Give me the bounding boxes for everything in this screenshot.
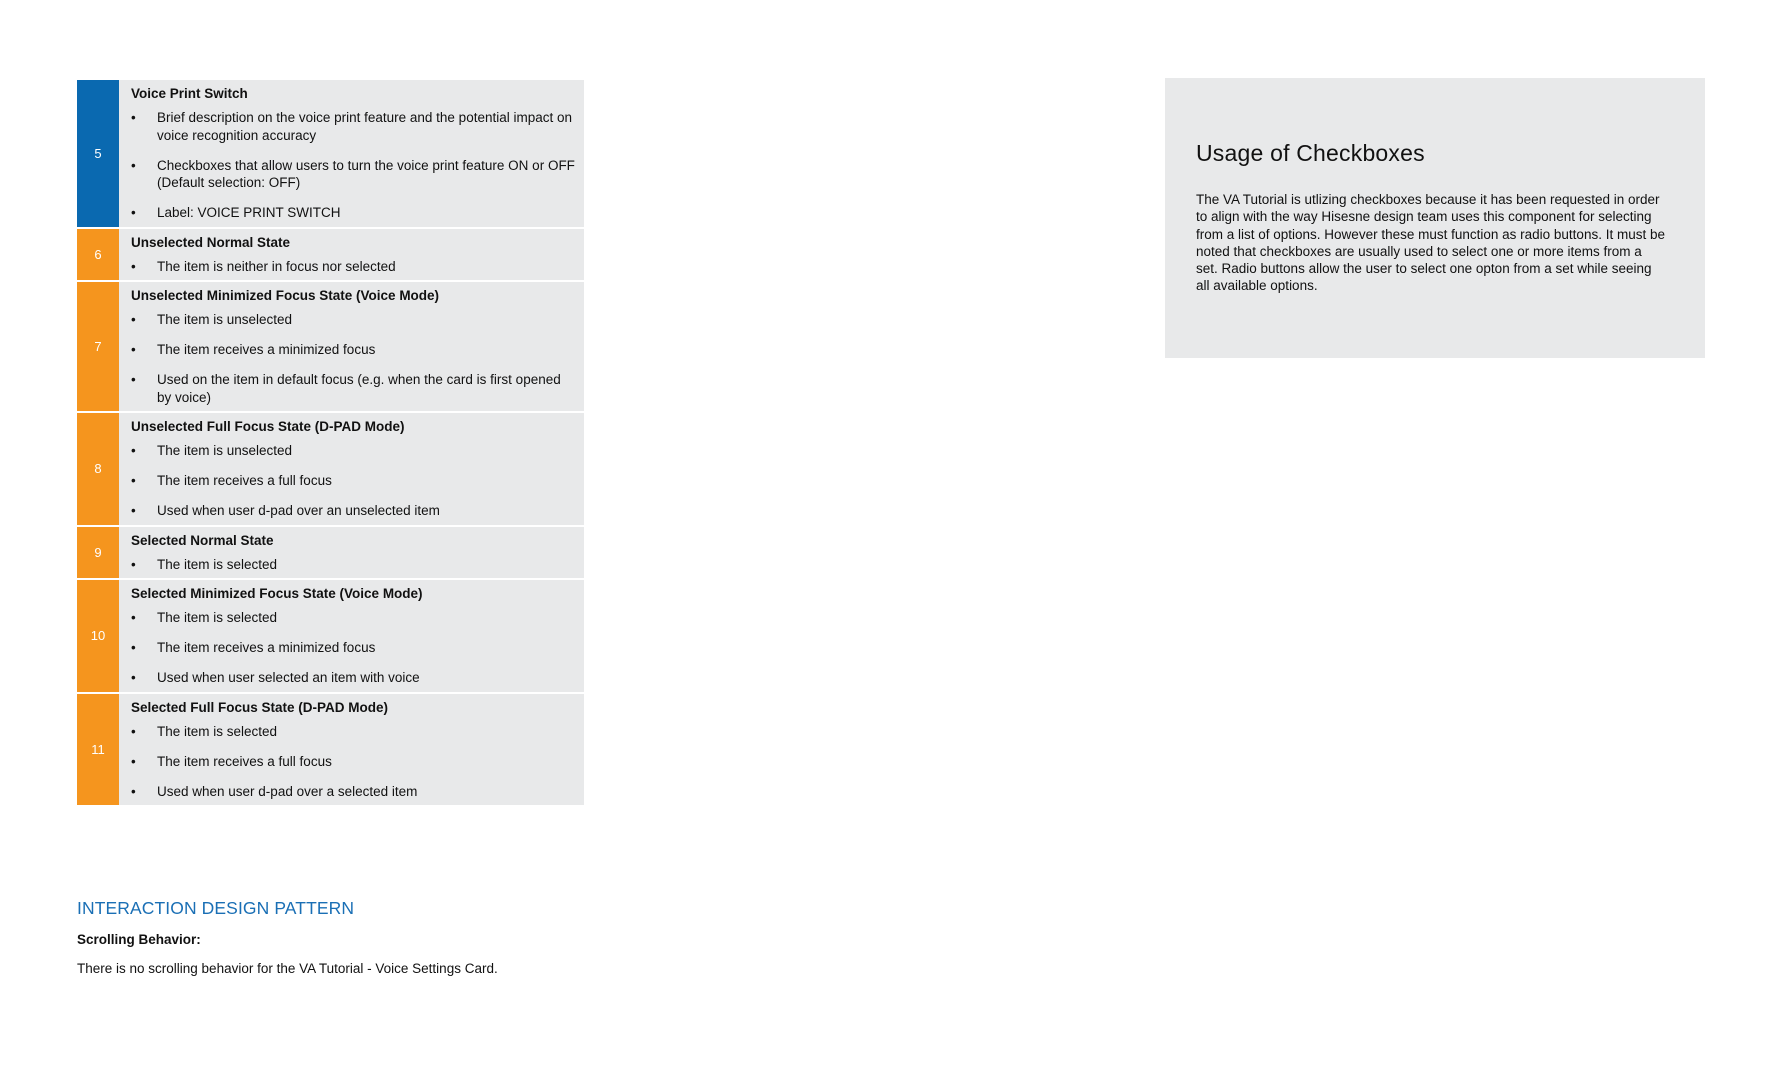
list-item (131, 371, 576, 406)
row-title: Selected Normal State (131, 532, 274, 548)
row-number: 6 (77, 229, 119, 281)
section-text: There is no scrolling behavior for the VA Tutorial - Voice Settings Card. (77, 961, 498, 976)
list-item-text: The item is selected (157, 723, 278, 739)
list-item-text: The item is selected (157, 610, 278, 625)
row-title: Unselected Normal State (131, 234, 291, 250)
bullet-icon: • (131, 640, 136, 655)
row-number: 5 (77, 80, 119, 227)
spec-row-10 (77, 580, 584, 694)
list-item (131, 109, 576, 144)
list-item (131, 556, 576, 574)
bullet-icon: • (131, 157, 136, 173)
note-title: Usage of Checkboxes (1196, 140, 1425, 166)
row-number: 9 (77, 527, 119, 579)
row-title: Unselected Minimized Focus State (Voice Mode) (131, 288, 440, 303)
row-title: Unselected Full Focus State (D-PAD Mode) (131, 419, 405, 434)
list-item-text: The item receives a minimized focus (157, 640, 376, 655)
list-item-text: Used when user selected an item with voice (157, 670, 420, 685)
row-content (119, 527, 584, 579)
bullet-icon: • (131, 372, 136, 387)
row-number: 7 (77, 282, 119, 411)
row-number: 8 (77, 413, 119, 525)
list-item (131, 341, 576, 359)
list-item (131, 442, 576, 460)
bullet-icon: • (131, 723, 136, 739)
spec-row-5 (77, 80, 584, 229)
row-content (119, 80, 584, 227)
row-content (119, 694, 584, 806)
bullet-icon: • (131, 110, 136, 125)
bullet-icon: • (131, 783, 136, 799)
spec-row-6 (77, 229, 584, 283)
row-title: Voice Print Switch (131, 86, 248, 101)
list-item-text: Used when user d-pad over an unselected item (157, 503, 440, 518)
row-content (119, 229, 584, 281)
list-item-text: The item receives a full focus (157, 473, 332, 488)
section-subheading: Scrolling Behavior: (77, 932, 201, 947)
row-content (119, 413, 584, 525)
bullet-icon: • (131, 473, 136, 488)
spec-row-7 (77, 282, 584, 413)
row-content (119, 580, 584, 692)
interaction-design-section (77, 898, 777, 976)
list-item (131, 472, 576, 490)
row-title: Selected Minimized Focus State (Voice Mode) (131, 586, 423, 601)
list-item-text: The item receives a minimized focus (157, 342, 376, 357)
bullet-icon: • (131, 503, 136, 518)
list-item-text: Label: VOICE PRINT SWITCH (157, 205, 341, 220)
list-item-text: The item is neither in focus nor selected (157, 258, 396, 274)
bullet-icon: • (131, 258, 136, 274)
list-item (131, 502, 576, 520)
bullet-icon: • (131, 443, 136, 458)
bullet-icon: • (131, 342, 136, 357)
list-item (131, 639, 576, 657)
bullet-icon: • (131, 312, 136, 327)
list-item-text: The item is unselected (157, 312, 293, 327)
note-text: The VA Tutorial is utlizing checkboxes because it has been requested in order to align with the way Hisesne design team uses this component for selecting from a list of options. However these must function as radio buttons. It must be noted that checkboxes are usually used to select one or more items from a set. Radio buttons allow the user to select one opton from a set while seeing all available options. (1196, 192, 1665, 294)
row-content (119, 282, 584, 411)
row-number: 10 (77, 580, 119, 692)
list-item-text: Checkboxes that allow users to turn the voice print feature ON or OFF (Default selection: OFF) (157, 157, 575, 190)
spec-row-9 (77, 527, 584, 581)
section-heading: INTERACTION DESIGN PATTERN (77, 898, 355, 918)
bullet-icon: • (131, 753, 136, 769)
row-number: 11 (77, 694, 119, 806)
row-title: Selected Full Focus State (D-PAD Mode) (131, 699, 389, 715)
spec-row-11 (77, 694, 584, 808)
list-item (131, 157, 576, 192)
list-item-text: Used when user d-pad over a selected item (157, 783, 418, 799)
list-item (131, 609, 576, 627)
list-item (131, 783, 576, 801)
bullet-icon: • (131, 610, 136, 625)
list-item (131, 204, 576, 222)
list-item-text: The item is unselected (157, 443, 293, 458)
bullet-icon: • (131, 556, 136, 572)
list-item (131, 311, 576, 329)
list-item-text: Brief description on the voice print feature and the potential impact on voice recognition accuracy (157, 110, 572, 143)
spec-row-8 (77, 413, 584, 527)
list-item-text: The item is selected (157, 556, 278, 572)
spec-table (77, 80, 584, 807)
list-item (131, 753, 576, 771)
list-item (131, 258, 576, 276)
bullet-icon: • (131, 205, 136, 220)
list-item (131, 669, 576, 687)
checkbox-usage-note (1165, 78, 1705, 358)
bullet-icon: • (131, 670, 136, 685)
list-item-text: The item receives a full focus (157, 753, 332, 769)
list-item-text: Used on the item in default focus (e.g. when the card is first opened by voice) (157, 372, 561, 405)
list-item (131, 723, 576, 741)
